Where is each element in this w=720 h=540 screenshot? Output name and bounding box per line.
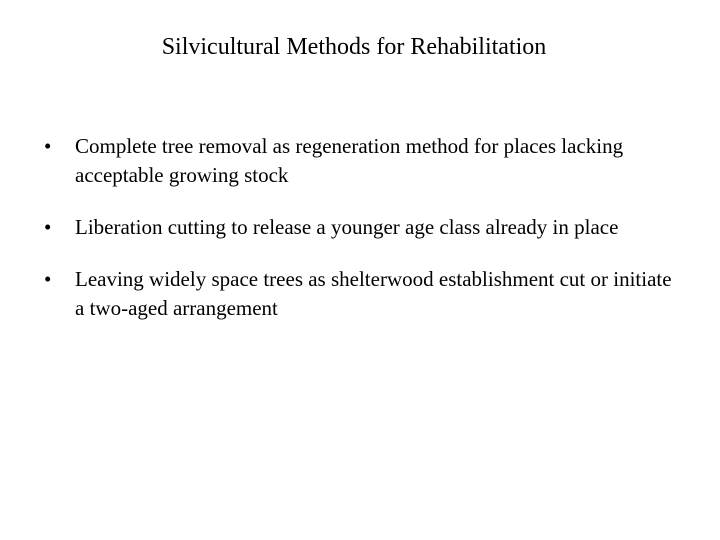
bullet-item — [44, 213, 684, 242]
bullet-text: Liberation cutting to release a younger age class already in place — [75, 215, 619, 239]
bullet-icon: • — [44, 134, 52, 158]
bullet-text: Leaving widely space trees as shelterwood establishment cut or initiate a two-aged arrangement — [75, 267, 672, 320]
bullet-item — [44, 132, 684, 190]
bullet-list — [44, 132, 684, 346]
slide-title: Silvicultural Methods for Rehabilitation — [161, 34, 547, 60]
bullet-icon: • — [44, 215, 52, 239]
bullet-text: Complete tree removal as regeneration method for places lacking acceptable growing stock — [75, 134, 624, 187]
bullet-icon: • — [44, 267, 52, 291]
bullet-item — [44, 265, 684, 323]
